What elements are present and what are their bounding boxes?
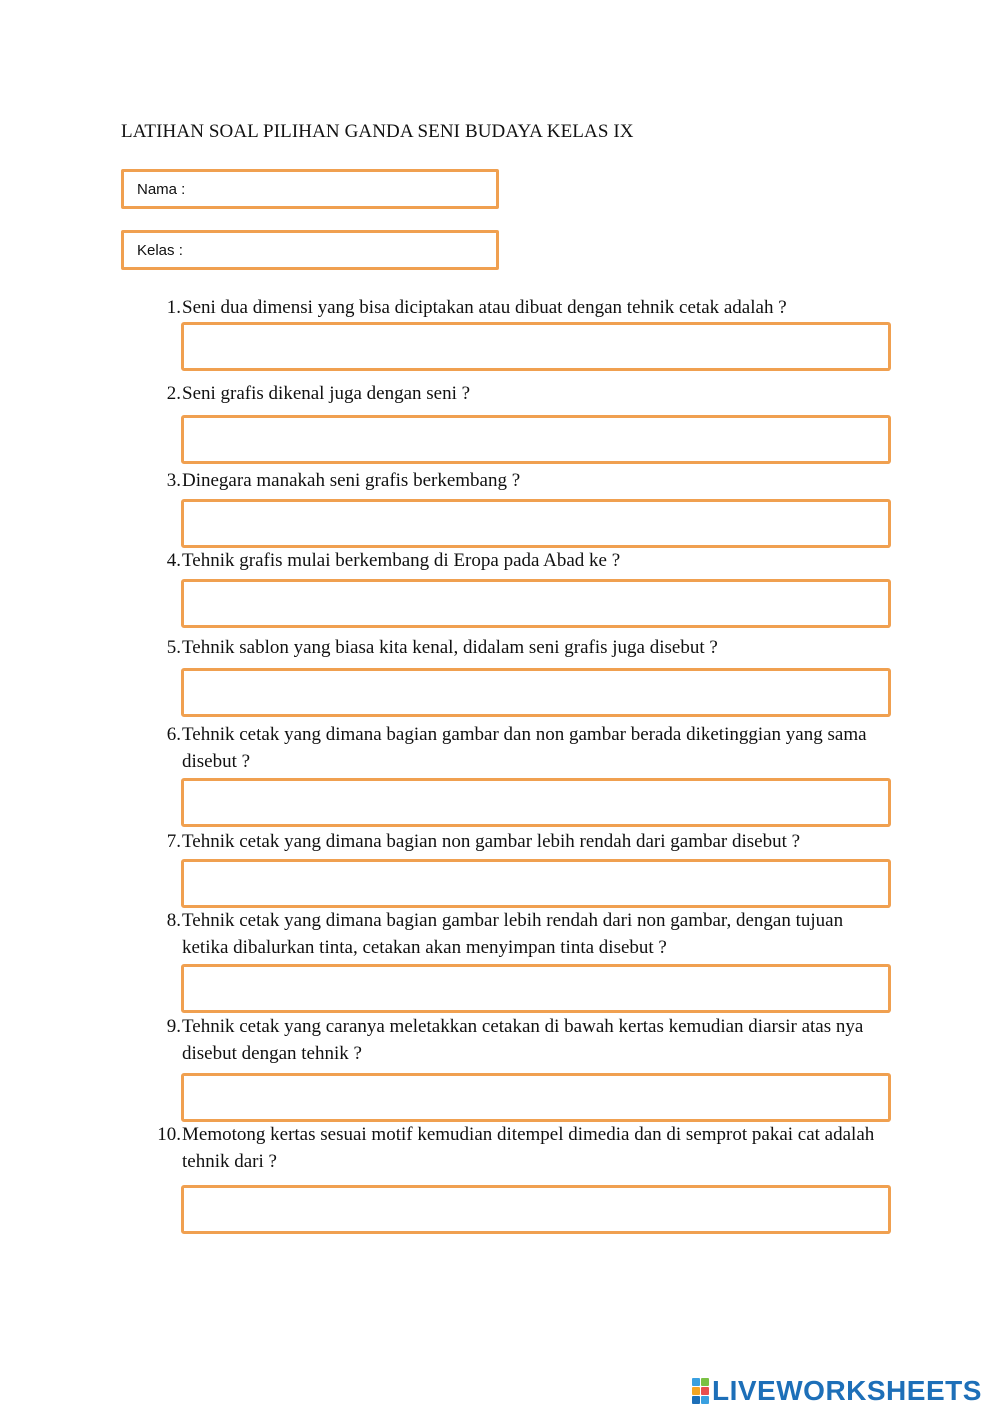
question-text: Tehnik cetak yang dimana bagian non gambar lebih rendah dari gambar disebut ?: [182, 831, 801, 852]
worksheet-title: LATIHAN SOAL PILIHAN GANDA SENI BUDAYA KELAS IX: [121, 121, 634, 142]
nama-field[interactable]: [121, 169, 499, 209]
question-number: 3.: [166, 470, 181, 491]
question-number: 4.: [166, 550, 181, 571]
question-number: 7.: [166, 831, 181, 852]
answer-box-2[interactable]: [181, 415, 891, 464]
question-number: 5.: [166, 637, 181, 658]
question-number: 10.: [157, 1124, 181, 1145]
answer-box-10[interactable]: [181, 1185, 891, 1234]
question-text: Memotong kertas sesuai motif kemudian ditempel dimedia dan di semprot pakai cat adalah tehnik dari ?: [182, 1124, 875, 1172]
kelas-label: Kelas :: [137, 241, 183, 259]
answer-box-7[interactable]: [181, 859, 891, 908]
question-text: Seni dua dimensi yang bisa diciptakan atau dibuat dengan tehnik cetak adalah ?: [182, 297, 787, 318]
kelas-field[interactable]: [121, 230, 499, 270]
question-text: Dinegara manakah seni grafis berkembang ?: [182, 470, 521, 491]
question-text: Tehnik cetak yang caranya meletakkan cetakan di bawah kertas kemudian diarsir atas nya disebut dengan tehnik ?: [182, 1016, 864, 1064]
question-text: Tehnik cetak yang dimana bagian gambar lebih rendah dari non gambar, dengan tujuan ketika dibalurkan tinta, cetakan akan menyimpan tinta disebut ?: [182, 910, 844, 958]
question-text: Tehnik sablon yang biasa kita kenal, didalam seni grafis juga disebut ?: [182, 637, 718, 658]
answer-box-3[interactable]: [181, 499, 891, 548]
question-number: 6.: [166, 724, 181, 745]
question-number: 2.: [166, 383, 181, 404]
nama-label: Nama :: [137, 180, 186, 198]
liveworksheets-wordmark: LIVEWORKSHEETS: [712, 1375, 982, 1406]
question-text: Tehnik cetak yang dimana bagian gambar dan non gambar berada diketinggian yang sama disebut ?: [182, 724, 867, 772]
question-text: Seni grafis dikenal juga dengan seni ?: [182, 383, 471, 404]
answer-box-5[interactable]: [181, 668, 891, 717]
question-number: 9.: [166, 1016, 181, 1037]
question-text: Tehnik grafis mulai berkembang di Eropa pada Abad ke ?: [182, 550, 621, 571]
answer-box-1[interactable]: [181, 322, 891, 371]
answer-box-8[interactable]: [181, 964, 891, 1013]
answer-box-9[interactable]: [181, 1073, 891, 1122]
answer-box-6[interactable]: [181, 778, 891, 827]
liveworksheets-mark-icon: [692, 1378, 709, 1404]
answer-box-4[interactable]: [181, 579, 891, 628]
liveworksheets-logo: [692, 1376, 982, 1406]
question-number: 8.: [166, 910, 181, 931]
question-number: 1.: [166, 297, 181, 318]
